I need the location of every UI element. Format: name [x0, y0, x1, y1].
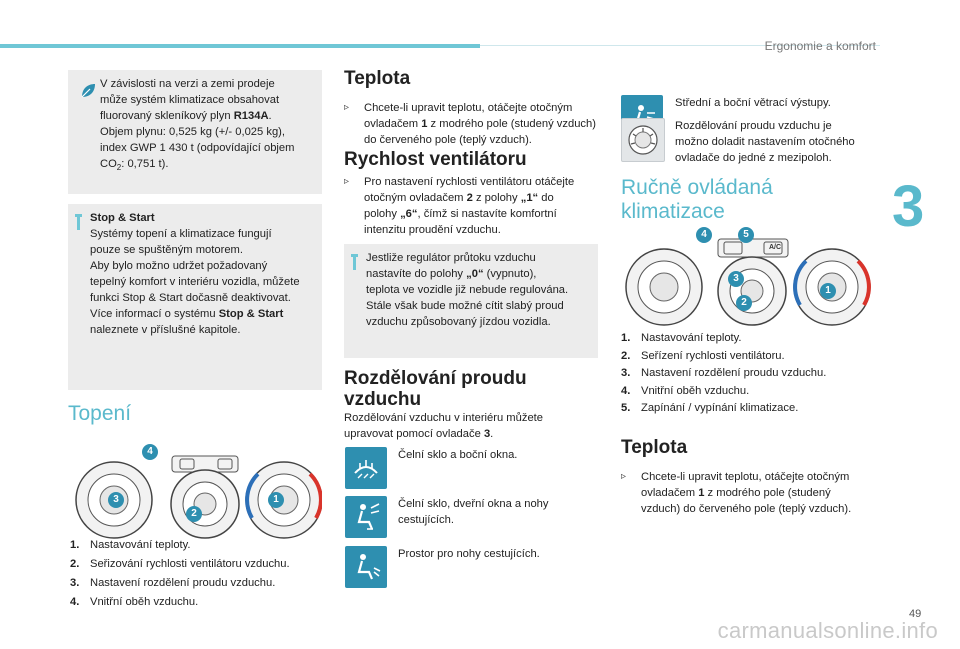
fan-note-box: Jestliže regulátor průtoku vzduchu nastavíte do polohy „0“ (vypnuto), teplota ve vozidle již nebude regulována. Stále však bude možné cítit slabý proud vzduchu způsobovaný jízdou vozidla.: [344, 244, 598, 358]
list-item: 3. Nastavení rozdělení proudu vzduchu.: [70, 577, 276, 589]
header-accent-bar: [0, 44, 480, 48]
stop-start-title: Stop & Start: [90, 212, 155, 224]
info-icon: [353, 254, 356, 270]
temperature-heading: Teplota: [344, 68, 411, 89]
list-item: 2. Seřizování rychlosti ventilátoru vzduchu.: [70, 558, 290, 570]
badge-4: 4: [142, 444, 158, 460]
distribution-item-1: Čelní sklo a boční okna.: [398, 449, 518, 461]
distribution-item-3: Prostor pro nohy cestujících.: [398, 548, 540, 560]
distribution-item-2: Čelní sklo, dveřní okna a nohy cestujících.: [398, 498, 549, 526]
distribution-dial-icon: [621, 118, 665, 162]
list-item: 1. Nastavování teploty.: [621, 332, 742, 344]
distribution-text: Rozdělování vzduchu v interiéru můžete upravovat pomocí ovladače 3.: [344, 412, 543, 440]
eco-line-6a: CO: [100, 158, 117, 170]
bullet-icon: ▹: [344, 102, 350, 113]
heating-legend: [70, 536, 322, 612]
watermark: carmanualsonline.info: [717, 618, 938, 643]
badge-1: 1: [268, 492, 284, 508]
badge-3: 3: [108, 492, 124, 508]
ac-temperature-text: ▹ Chcete-li upravit teplotu, otáčejte otočným ovladačem 1 z modrého pole (studený vzduch) do červeného pole (teplý vzduch).: [621, 471, 852, 515]
eco-line-1: V závislosti na verzi a zemi prodeje: [100, 78, 275, 90]
ac-panel-illustration: [622, 225, 872, 329]
list-item: 2. Seřízení rychlosti ventilátoru.: [621, 349, 785, 362]
heating-title: Topení: [68, 402, 132, 425]
badge-1: 1: [820, 283, 836, 299]
stop-start-line-2: pouze se spuštěným motorem.: [90, 244, 243, 256]
ac-legend: [621, 330, 881, 418]
bullet-icon: ▹: [621, 471, 627, 482]
stop-start-line-5: funkci Stop & Start dočasně deaktivovat.: [90, 292, 291, 304]
stop-start-line-4: tepelný komfort v interiéru vozidla, můžete: [90, 276, 300, 288]
list-item: 1. Nastavování teploty.: [70, 539, 191, 551]
list-item: 4. Vnitřní oběh vzduchu.: [621, 384, 750, 397]
eco-line-2: může systém klimatizace obsahovat: [100, 94, 280, 106]
eco-note-box: [68, 70, 322, 194]
fan-speed-heading: Rychlost ventilátoru: [344, 149, 527, 170]
heating-panel-illustration: [72, 440, 322, 540]
stop-start-line-7: naleznete v příslušné kapitole.: [90, 324, 241, 336]
badge-2: 2: [736, 295, 752, 311]
badge-3: 3: [728, 271, 744, 287]
list-item: 4. Vnitřní oběh vzduchu.: [70, 596, 199, 608]
badge-5: 5: [738, 227, 754, 243]
badge-4: 4: [696, 227, 712, 243]
list-item: 3. Nastavení rozdělení proudu vzduchu.: [621, 367, 827, 379]
temperature-text: ▹ Chcete-li upravit teplotu, otáčejte otočným ovladačem 1 z modrého pole (studený vzduch) do červeného pole (teplý vzduch).: [344, 102, 596, 146]
page-number: 49: [909, 608, 922, 620]
stop-start-note-box: [68, 204, 322, 390]
eco-line-3c: .: [268, 110, 272, 122]
chapter-number: 3: [892, 174, 925, 239]
stop-start-line-6b: Stop & Start: [218, 308, 284, 320]
leaf-icon: [79, 82, 97, 100]
eco-subscript: 2: [116, 163, 122, 173]
feet-airflow-icon: [345, 546, 387, 588]
eco-line-6c: : 0,751 t).: [121, 158, 169, 170]
ac-temperature-heading: Teplota: [621, 437, 688, 458]
refrigerant-name: R134A: [233, 110, 269, 122]
ac-button-label: A/C: [768, 244, 782, 251]
eco-line-3a: fluorovaný skleníkový plyn: [100, 110, 234, 122]
bullet-icon: ▹: [344, 176, 350, 187]
badge-2: 2: [186, 506, 202, 522]
stop-start-line-1: Systémy topení a klimatizace fungují: [90, 228, 272, 240]
list-item: 5. Zapínání / vypínání klimatizace.: [621, 402, 799, 414]
windscreen-demist-icon: [345, 447, 387, 489]
stop-start-line-3: Aby bylo možno udržet požadovaný: [90, 260, 268, 272]
windscreen-feet-icon: [345, 496, 387, 538]
eco-line-4: Objem plynu: 0,525 kg (+/- 0,025 kg),: [100, 126, 286, 138]
fan-speed-text: ▹ Pro nastavení rychlosti ventilátoru otáčejte otočným ovladačem 2 z polohy „1“ do polohy „6“, čímž si nastavíte komfortní intenzitu proudění vzduchu.: [344, 176, 575, 236]
stop-start-line-6a: Více informací o systému: [90, 308, 219, 320]
eco-line-5: index GWP 1 430 t (odpovídající objem: [100, 142, 295, 154]
vent-item-1: Střední a boční větrací výstupy.: [675, 97, 831, 109]
manual-ac-title: Ručně ovládaná klimatizace: [621, 176, 773, 223]
vent-item-2: Rozdělování proudu vzduchu je možno doladit nastavením otočného ovladače do jedné z mezipoloh.: [675, 120, 855, 164]
info-icon: [77, 214, 80, 230]
distribution-heading: Rozdělování proudu vzduchu: [344, 368, 527, 410]
section-title: Ergonomie a komfort: [764, 39, 876, 53]
